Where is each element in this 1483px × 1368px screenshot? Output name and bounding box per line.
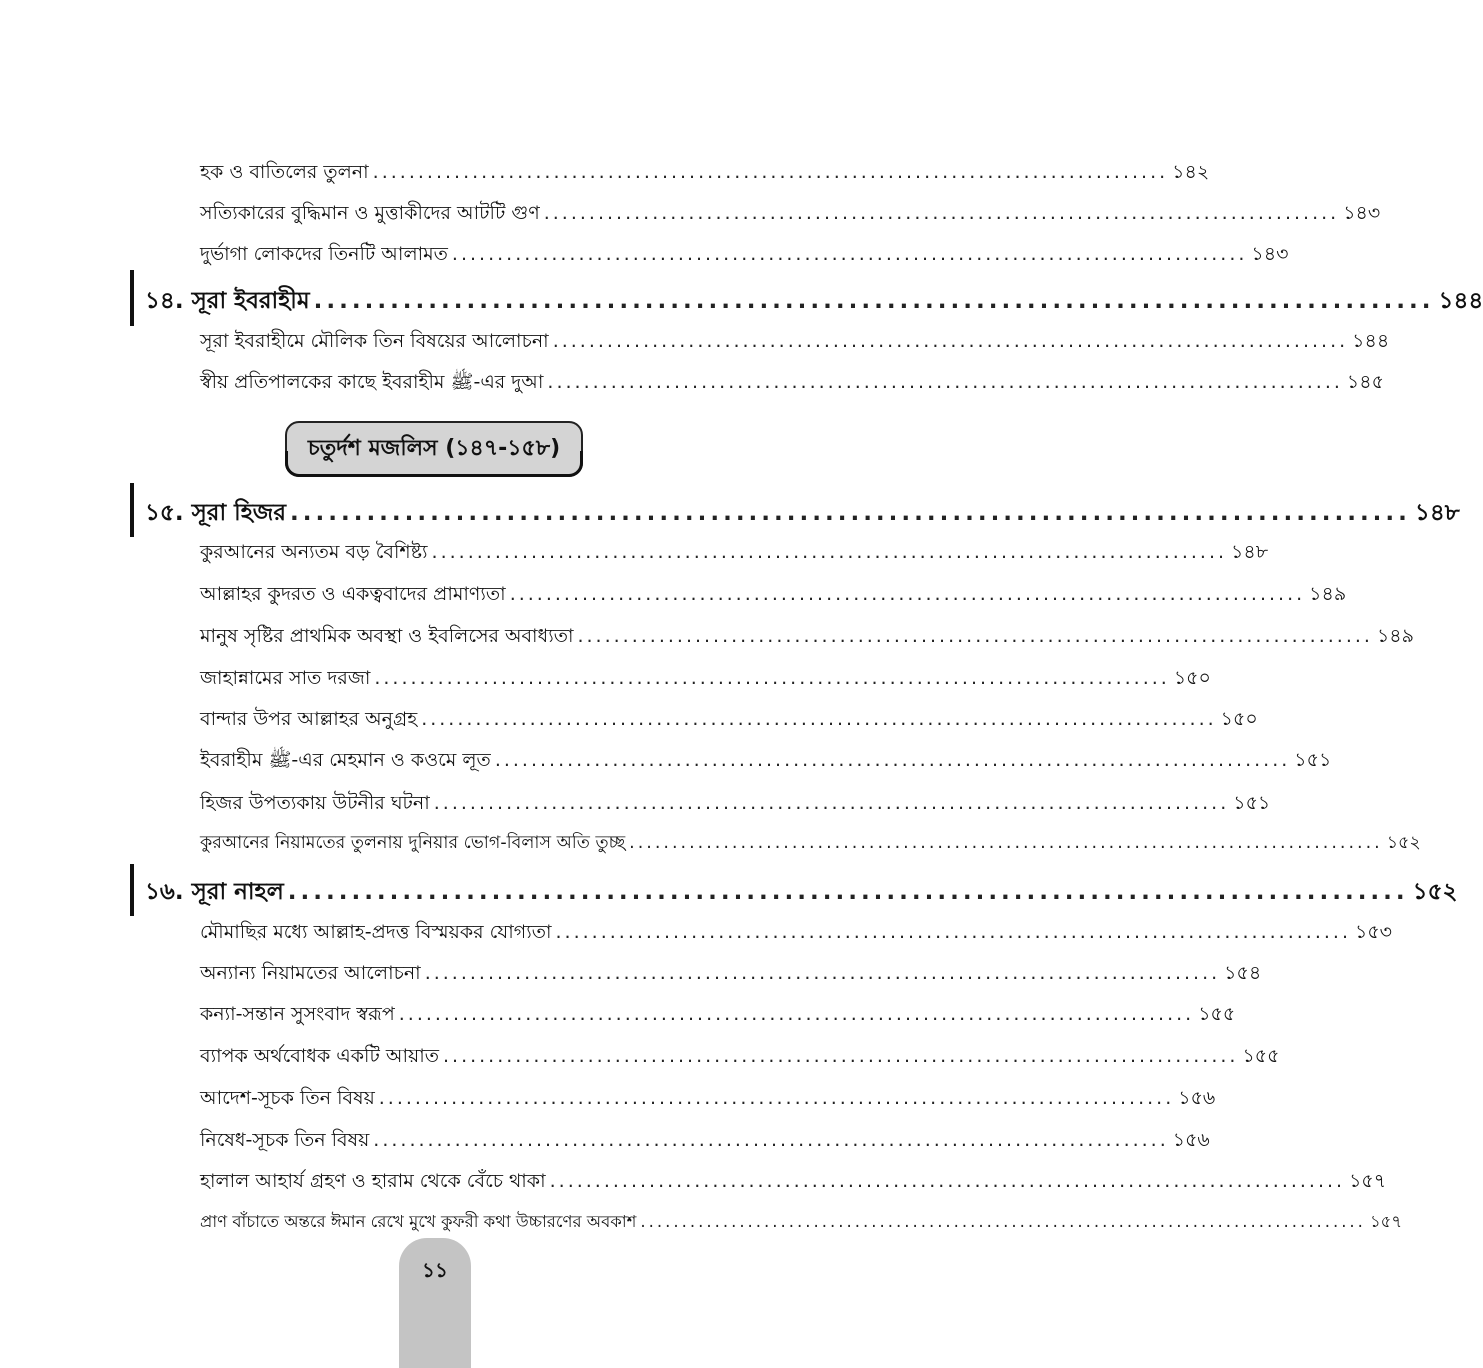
dot-leader: ........................................................................................ — [421, 708, 1217, 730]
toc-entry-title: জাহান্নামের সাত দরজা — [200, 667, 371, 689]
toc-entry-page: ১৫৫ — [1198, 1003, 1236, 1025]
dot-leader: ........................................................................................ — [433, 792, 1230, 814]
chapter-marker-bar — [130, 864, 134, 916]
session-title: চতুর্দশ মজলিস (১৪৭-১৫৮) — [307, 435, 561, 461]
toc-entry-page: ১৫৭ — [1349, 1170, 1387, 1192]
toc-entry — [200, 199, 1381, 229]
dot-leader: ........................................................................................ — [552, 330, 1349, 352]
toc-entry-page: ১৫১ — [1294, 749, 1332, 771]
dot-leader: ........................................................................................ — [372, 161, 1169, 183]
toc-entry-page: ১৪৫ — [1346, 371, 1384, 393]
dot-leader: ........................................................................................ — [290, 500, 1411, 526]
chapter-heading — [145, 873, 1458, 907]
toc-entry-page: ১৫৬ — [1172, 1129, 1210, 1151]
toc-entry-title: ব্যাপক অর্থবোধক একটি আয়াত — [200, 1045, 439, 1067]
dot-leader: ........................................................................................ — [378, 1087, 1175, 1109]
chapter-page: ১৪৮ — [1414, 500, 1460, 526]
chapter-page: ১৫২ — [1412, 879, 1458, 905]
toc-entry — [200, 240, 1289, 270]
toc-entry-title: মানুষ সৃষ্টির প্রাথমিক অবস্থা ও ইবলিসের অবাধ্যতা — [200, 625, 574, 647]
toc-entry-title: বান্দার উপর আল্লাহর অনুগ্রহ — [200, 708, 418, 730]
toc-entry-page: ১৪৪ — [1352, 330, 1390, 352]
chapter-page: ১৪৪ — [1438, 288, 1483, 314]
toc-entry — [200, 664, 1211, 694]
toc-entry — [200, 705, 1258, 735]
toc-entry-title: অন্যান্য নিয়ামতের আলোচনা — [200, 962, 421, 984]
dot-leader: ........................................................................................ — [543, 202, 1340, 224]
toc-entry-page: ১৪৩ — [1251, 243, 1289, 265]
toc-entry — [200, 1167, 1387, 1197]
chapter-title: ১৬. সূরা নাহল — [145, 879, 284, 905]
toc-entry-title: আদেশ-সূচক তিন বিষয় — [200, 1087, 375, 1109]
toc-entry-page: ১৫৫ — [1242, 1045, 1280, 1067]
toc-entry — [200, 789, 1271, 819]
toc-entry-page: ১৪৮ — [1231, 541, 1269, 563]
toc-entry-title: হক ও বাতিলের তুলনা — [200, 161, 369, 183]
chapter-marker-bar — [130, 483, 134, 537]
chapter-heading — [145, 282, 1483, 316]
dot-leader: ........................................................................................ — [398, 1003, 1195, 1025]
dot-leader: ........................................................................................ — [549, 1170, 1346, 1192]
toc-entry — [200, 959, 1262, 989]
toc-entry-title: সত্যিকারের বুদ্ধিমান ও মুত্তাকীদের আটটি গুণ — [200, 202, 540, 224]
toc-entry — [200, 830, 1421, 860]
dot-leader: ........................................................................................ — [494, 749, 1291, 771]
toc-entry-page: ১৫৬ — [1178, 1087, 1216, 1109]
dot-leader: ........................................................................................ — [509, 583, 1306, 605]
toc-entry-title: হালাল আহার্য গ্রহণ ও হারাম থেকে বেঁচে থাকা — [200, 1170, 546, 1192]
toc-entry-title: প্রাণ বাঁচাতে অন্তরে ঈমান রেখে মুখে কুফরী কথা উচ্চারণের অবকাশ — [200, 1212, 637, 1231]
toc-entry — [200, 327, 1390, 357]
toc-entry-title: কুরআনের নিয়ামতের তুলনায় দুনিয়ার ভোগ-বিলাস অতি তুচ্ছ — [200, 833, 626, 853]
toc-entry-title: হিজর উপত্যকায় উটনীর ঘটনা — [200, 792, 430, 814]
dot-leader: ........................................................................................ — [442, 1045, 1239, 1067]
toc-entry — [200, 1042, 1280, 1072]
dot-leader: ........................................................................................ — [577, 625, 1373, 647]
toc-entry-page: ১৫১ — [1233, 792, 1271, 814]
toc-entry — [200, 158, 1210, 188]
chapter-title: ১৫. সূরা হিজর — [145, 500, 287, 526]
toc-entry — [200, 622, 1414, 652]
dot-leader: ........................................................................................ — [374, 667, 1170, 689]
page-number: ১১ — [422, 1258, 448, 1282]
toc-entry-title: আল্লাহর কুদরত ও একত্ববাদের প্রামাণ্যতা — [200, 583, 506, 605]
toc-entry — [200, 1209, 1403, 1239]
toc-entry — [200, 538, 1269, 568]
page-number-tab — [399, 1238, 471, 1368]
toc-entry-title: ইবরাহীম ﷺ-এর মেহমান ও কওমে লূত — [200, 749, 491, 771]
toc-entry-page: ১৪৩ — [1343, 202, 1381, 224]
toc-entry-page: ১৫০ — [1220, 708, 1258, 730]
chapter-heading — [145, 494, 1460, 528]
dot-leader: ........................................................................................ — [431, 541, 1228, 563]
toc-entry-page: ১৪৯ — [1376, 625, 1414, 647]
toc-entry-title: কুরআনের অন্যতম বড় বৈশিষ্ট্য — [200, 541, 428, 563]
dot-leader: ........................................................................................ — [547, 371, 1343, 393]
toc-entry-page: ১৫০ — [1173, 667, 1211, 689]
toc-entry-page: ১৫৪ — [1224, 962, 1262, 984]
toc-entry — [200, 580, 1347, 610]
session-title-box — [285, 421, 583, 477]
toc-entry — [200, 746, 1332, 776]
chapter-marker-bar — [130, 270, 134, 326]
toc-entry-page: ১৫৩ — [1354, 921, 1392, 943]
dot-leader: ........................................................................................ — [373, 1129, 1169, 1151]
chapter-title: ১৪. সূরা ইবরাহীম — [145, 288, 310, 314]
dot-leader: ........................................................................................ — [287, 879, 1409, 905]
toc-entry-page: ১৫৭ — [1369, 1212, 1403, 1231]
toc-entry — [200, 918, 1392, 948]
toc-entry-page: ১৪৯ — [1309, 583, 1347, 605]
toc-entry-title: কন্যা-সন্তান সুসংবাদ স্বরূপ — [200, 1003, 395, 1025]
dot-leader: ........................................................................................ — [555, 921, 1351, 943]
toc-entry — [200, 1084, 1216, 1114]
dot-leader: ........................................................................................ — [629, 833, 1383, 853]
dot-leader: ........................................................................................ — [451, 243, 1248, 265]
dot-leader: ........................................................................................ — [313, 288, 1435, 314]
toc-entry-title: মৌমাছির মধ্যে আল্লাহ-প্রদত্ত বিস্ময়কর যোগ্যতা — [200, 921, 552, 943]
toc-entry — [200, 1126, 1210, 1156]
dot-leader: ........................................................................................ — [640, 1212, 1366, 1231]
toc-entry — [200, 368, 1384, 398]
dot-leader: ........................................................................................ — [424, 962, 1221, 984]
toc-entry-title: দুর্ভাগা লোকদের তিনটি আলামত — [200, 243, 448, 265]
toc-entry-title: স্বীয় প্রতিপালকের কাছে ইবরাহীম ﷺ-এর দুআ — [200, 371, 544, 393]
toc-entry-title: সূরা ইবরাহীমে মৌলিক তিন বিষয়ের আলোচনা — [200, 330, 549, 352]
toc-entry-title: নিষেধ-সূচক তিন বিষয় — [200, 1129, 370, 1151]
toc-entry — [200, 1000, 1236, 1030]
toc-entry-page: ১৫২ — [1386, 833, 1421, 853]
toc-entry-page: ১৪২ — [1172, 161, 1210, 183]
